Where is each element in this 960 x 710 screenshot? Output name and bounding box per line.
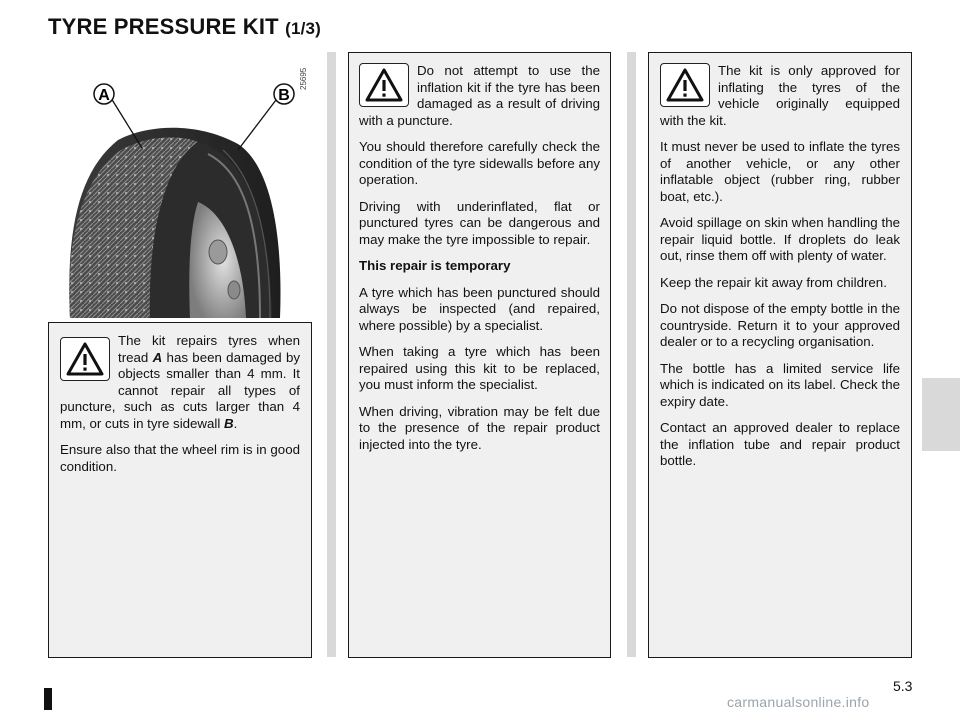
page-title: TYRE PRESSURE KIT (1/3) [48,14,322,39]
page-number: 5.3 [893,678,913,694]
tyre-illustration-svg [48,52,312,318]
chapter-side-tab [922,378,960,451]
label-b: B [278,87,290,104]
warning-triangle-icon [660,63,710,107]
panel3-para-expiry: The bottle has a limited service life which is indicated on its label. Check the expiry date. [660,360,900,409]
sidewall-label: B [224,415,234,431]
panel2-heading-temporary: This repair is temporary [359,258,511,273]
panel2-para-inspect: A tyre which has been punctured should always be inspected (and repaired, where possible) by a specialist. [359,284,600,333]
warning-panel-kit-scope [48,322,312,658]
panel2-para-check: You should therefore carefully check the condition of the tyre sidewalls before any operation. [359,139,600,187]
panel2-para-vibration: When driving, vibration may be felt due to the presence of the repair product injected into the tyre. [359,403,600,452]
warning-panel-damage [348,52,611,658]
panel2-warning: Do not attempt to use the inflation kit if the tyre has been damaged as a result of driving with a puncture. [359,63,600,128]
figure-ref-number: 25695 [299,67,308,90]
column-divider-2 [627,52,636,657]
tread-label: A [152,349,163,365]
panel1-warning: The kit repairs tyres when tread A has been damaged by objects smaller than 4 mm. It cannot repair all types of puncture, such as cuts larger than 4 mm, or cuts in tyre sidewall B. [60,333,300,431]
label-a: A [98,87,110,104]
warning-triangle-icon [60,337,110,381]
column-divider-1 [327,52,336,657]
site-watermark: carmanualsonline.info [727,694,870,710]
page-title-part: (1/3) [285,19,322,38]
panel1-rim-note: Ensure also that the wheel rim is in good condition. [60,442,300,474]
panel2-para-inform: When taking a tyre which has been repaired using this kit to be replaced, you must inform the specialist. [359,344,600,392]
corner-mark [44,688,52,710]
tyre-illustration [48,52,312,318]
panel3-para-children: Keep the repair kit away from children. [660,274,887,290]
panel3-para-other-vehicle: It must never be used to inflate the tyres of another vehicle, or any other inflatable object (rubber ring, rubber boat, etc.). [660,139,900,204]
panel2-para-danger: Driving with underinflated, flat or punctured tyres can be dangerous and may make the tyre impossible to repair. [359,198,600,247]
panel3-para-spillage: Avoid spillage on skin when handling the repair liquid bottle. If droplets do leak out, rinse them off with plenty of water. [660,215,900,263]
panel3-para-dealer: Contact an approved dealer to replace the inflation tube and repair product bottle. [660,420,900,468]
warning-panel-approval [648,52,912,658]
warning-triangle-icon [359,63,409,107]
panel3-para-dispose: Do not dispose of the empty bottle in the countryside. Return it to your approved dealer or to a recycling organisation. [660,301,900,349]
panel3-warning: The kit is only approved for inflating the tyres of the vehicle originally equipped with the kit. [660,63,900,128]
